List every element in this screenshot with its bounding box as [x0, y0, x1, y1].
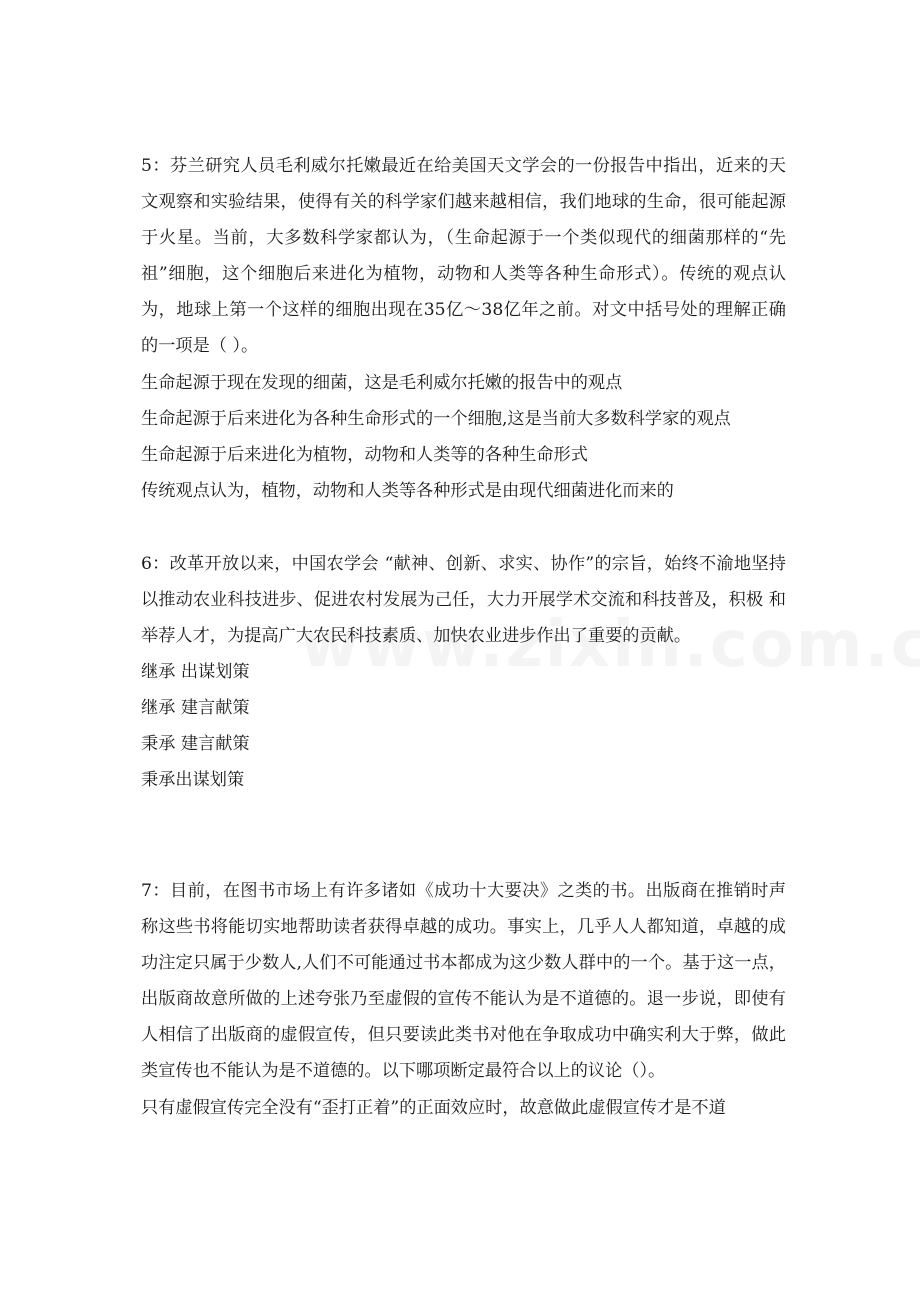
- option-b: 生命起源于后来进化为各种生命形式的一个细胞,这是当前大多数科学家的观点: [141, 408, 731, 429]
- option-d: 秉承出谋划策: [141, 770, 245, 791]
- option-a: 生命起源于现在发现的细菌，这是毛利威尔托嫩的报告中的观点: [141, 372, 623, 393]
- question-7: [141, 873, 786, 1126]
- option-d: 传统观点认为，植物，动物和人类等各种形式是由现代细菌进化而来的: [141, 480, 674, 501]
- question-stem: 7：目前，在图书市场上有许多诸如《成功十大要决》之类的书。出版商在推销时声称这些书将能切实地帮助读者获得卓越的成功。事实上，几乎人人都知道，卓越的成功注定只属于少数人,人们不可能通过书本都成为这少数人群中的一个。基于这一点，出版商故意所做的上述夸张乃至虚假的宣传不能认为是不道德的。退一步说，即使有人相信了出版商的虚假宣传，但只要读此类书对他在争取成功中确实利大于弊，做此类宣传也不能认为是不道德的。以下哪项断定最符合以上的议论（）。: [141, 881, 786, 1082]
- question-stem: 5：芬兰研究人员毛利威尔托嫩最近在给美国天文学会的一份报告中指出，近来的天文观察和实验结果，使得有关的科学家们越来越相信，我们地球的生命，很可能起源于火星。当前，大多数科学家都认为，（生命起源于一个类似现代的细菌那样的“先祖”细胞，这个细胞后来进化为植物，动物和人类等各种生命形式）。传统的观点认为，地球上第一个这样的细胞出现在35亿～38亿年之前。对文中括号处的理解正确的一项是（ ）。: [141, 156, 786, 357]
- question-6: [141, 546, 786, 798]
- option-a: 只有虚假宣传完全没有“歪打正着”的正面效应时，故意做此虚假宣传才是不道: [141, 1097, 726, 1118]
- question-stem: 6：改革开放以来，中国农学会 “献神、创新、求实、协作”的宗旨，始终不渝地坚持以推动农业科技进步、促进农村发展为己任，大力开展学术交流和科技普及，积极 和举荐人才，为提高广大农民科技素质、加快农业进步作出了重要的贡献。: [141, 554, 786, 647]
- option-c: 秉承 建言献策: [141, 734, 250, 755]
- option-b: 继承 建言献策: [141, 698, 250, 719]
- question-5: [141, 148, 786, 509]
- option-c: 生命起源于后来进化为植物，动物和人类等的各种生命形式: [141, 444, 588, 465]
- option-a: 继承 出谋划策: [141, 662, 250, 683]
